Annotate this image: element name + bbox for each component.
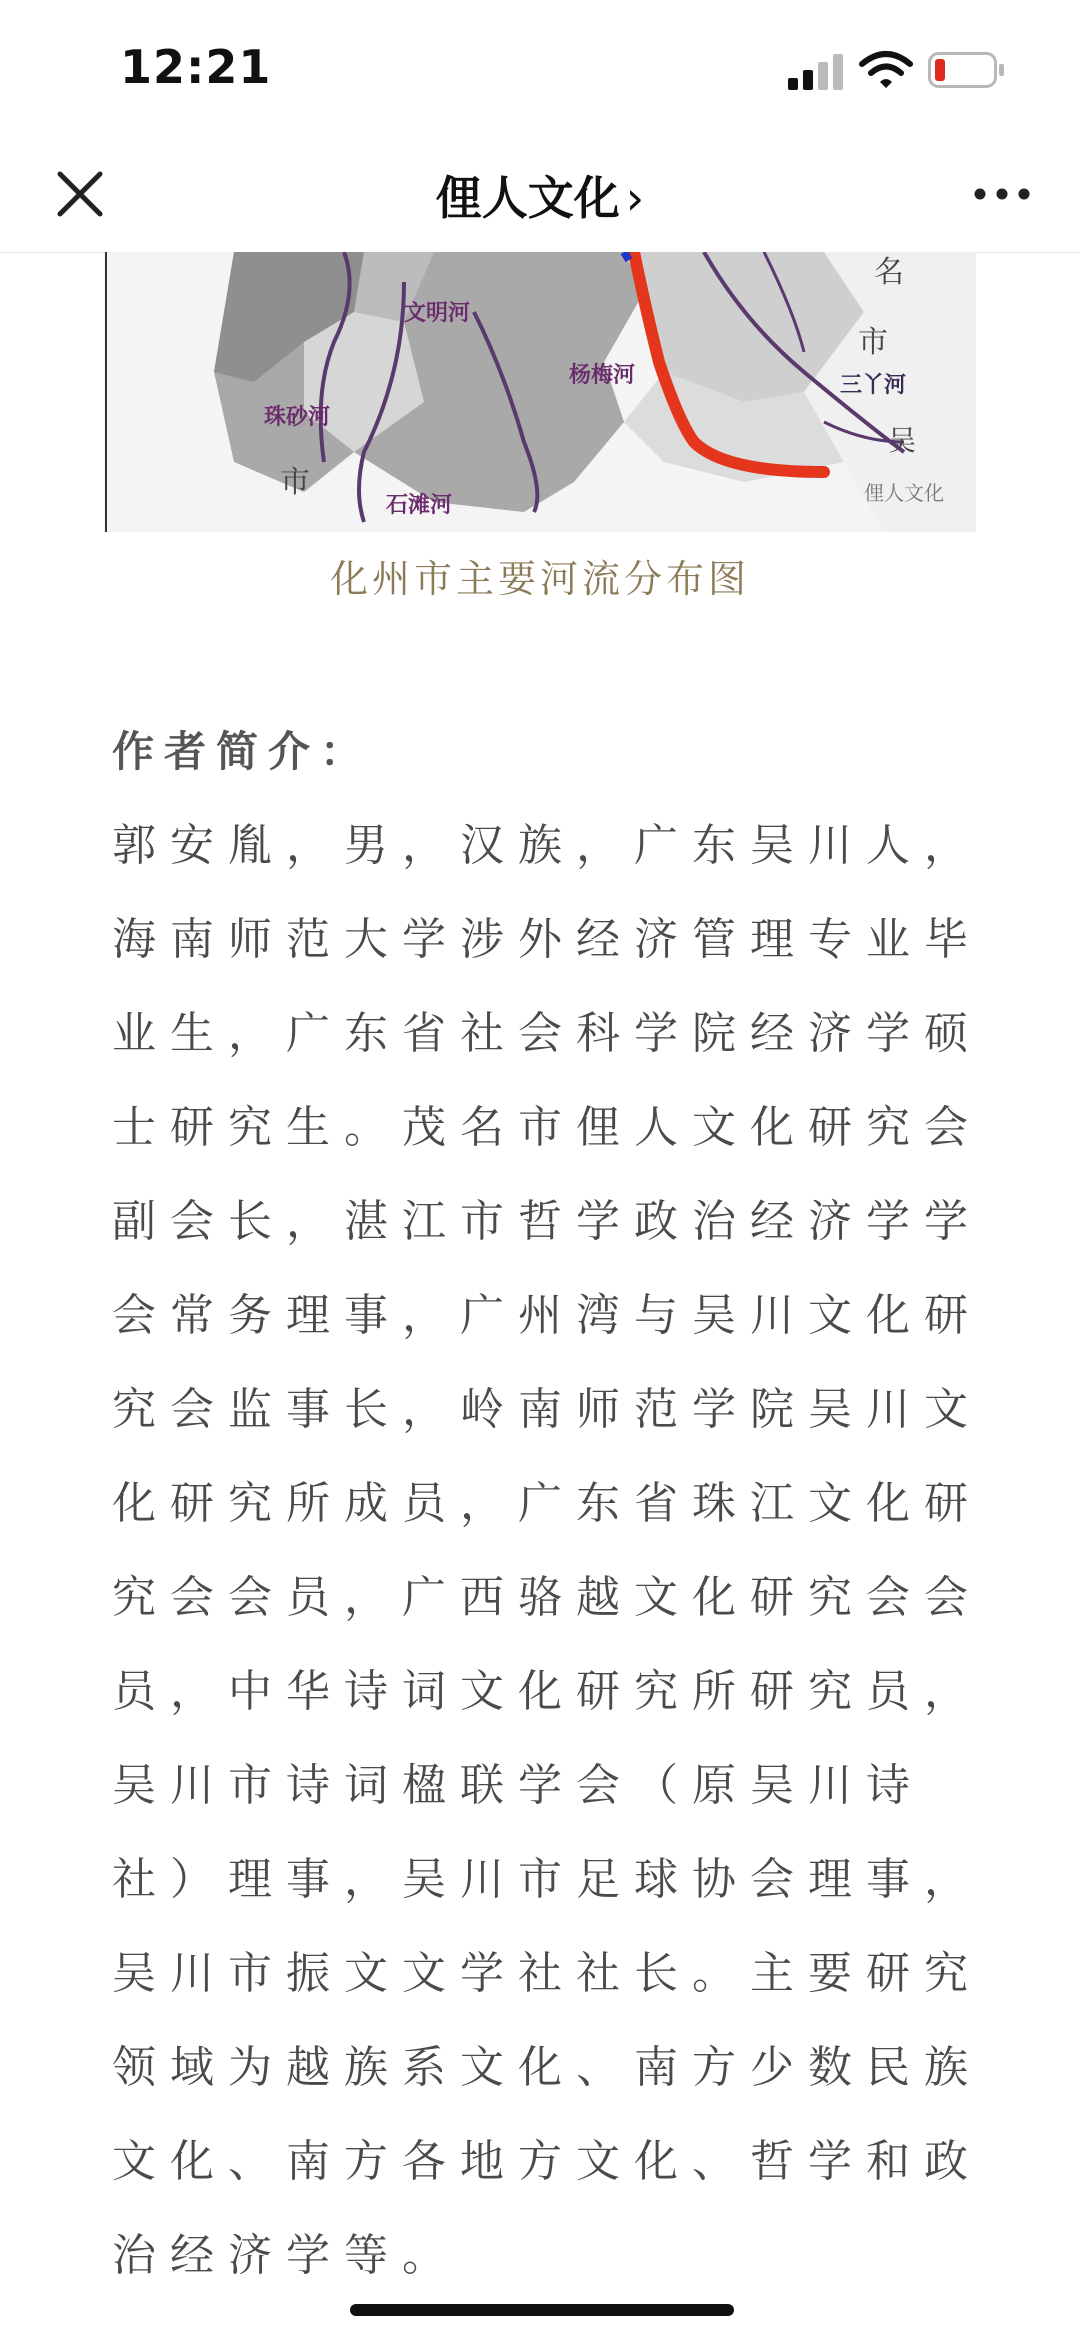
paragraph-line: 海南师范大学涉外经济管理专业毕 <box>112 914 982 965</box>
map-label-wenming: 文明河 <box>404 301 471 326</box>
paragraph-line: 吴川市振文文学社社长。主要研究 <box>112 1948 982 1999</box>
map-watermark: 俚人文化 <box>864 481 944 505</box>
map-label-shi-right: 市 <box>858 325 888 360</box>
paragraph-line: 员，中华诗词文化研究所研究员， <box>112 1666 982 1717</box>
paragraph-line: 社）理事，吴川市足球协会理事， <box>112 1854 982 1905</box>
map-label-zhusha: 珠砂河 <box>264 405 331 430</box>
battery-icon <box>928 52 1006 88</box>
cellular-signal-icon <box>786 54 846 90</box>
image-caption: 化州市主要河流分布图 <box>329 557 750 601</box>
paragraph-line: 文化、南方各地方文化、哲学和政 <box>112 2136 982 2187</box>
paragraph-line: 化研究所成员，广东省珠江文化研 <box>112 1478 982 1529</box>
paragraph-line: 究会监事长，岭南师范学院吴川文 <box>112 1384 982 1435</box>
paragraph-line: 吴川市诗词楹联学会（原吴川诗 <box>112 1760 924 1811</box>
paragraph-line: 副会长，湛江市哲学政治经济学学 <box>112 1196 982 1247</box>
account-name: 俚人文化 <box>435 171 620 225</box>
map-label-shi-left: 市 <box>280 465 310 500</box>
author-intro-heading: 作者简介： <box>112 727 373 776</box>
paragraph-line: 士研究生。茂名市俚人文化研究会 <box>112 1102 982 1153</box>
nav-bar <box>0 140 1080 253</box>
more-icon[interactable] <box>966 164 1038 224</box>
wifi-icon <box>858 50 914 90</box>
map-label-ming: 名 <box>874 255 904 290</box>
map-label-shitan: 石滩河 <box>386 493 453 518</box>
account-title[interactable] <box>0 162 1080 228</box>
paragraph-line: 领域为越族系文化、南方少数民族 <box>112 2042 982 2093</box>
article-body <box>112 705 982 2303</box>
home-indicator[interactable] <box>350 2304 734 2316</box>
status-bar <box>0 0 1080 140</box>
river-map-image <box>104 252 976 532</box>
map-label-wu: 吴 <box>888 424 917 457</box>
paragraph-line: 业生，广东省社会科学院经济学硕 <box>112 1008 982 1059</box>
status-time: 12:21 <box>120 40 272 94</box>
paragraph-line: 会常务理事，广州湾与吴川文化研 <box>112 1290 982 1341</box>
paragraph-line: 究会会员，广西骆越文化研究会会 <box>112 1572 982 1623</box>
map-label-yangmei: 杨梅河 <box>569 363 636 388</box>
paragraph-line: 郭安胤，男，汉族，广东吴川人， <box>112 820 982 871</box>
map-label-sanya: 三丫河 <box>840 373 907 398</box>
chevron-right-icon: › <box>625 171 645 225</box>
paragraph-line: 治经济学等。 <box>112 2230 460 2281</box>
